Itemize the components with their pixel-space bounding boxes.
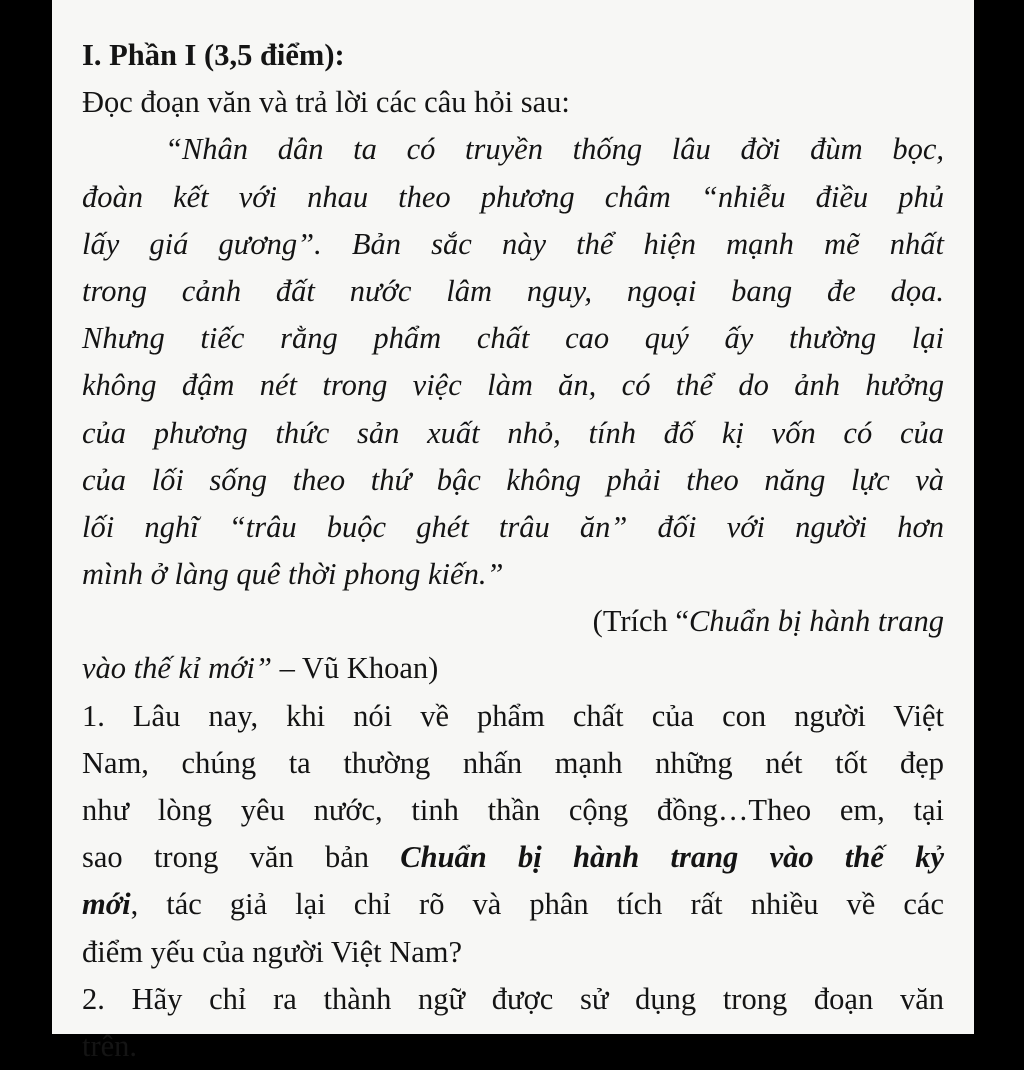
citation-open: (Trích “ <box>592 604 689 639</box>
document-page <box>52 0 974 1063</box>
question-1-line: điểm yếu của người Việt Nam? <box>82 934 463 969</box>
question-1-line: Nam, chúng ta thường nhấn mạnh những nét tốt đẹp <box>82 745 944 780</box>
section-title: I. Phần I (3,5 điểm): <box>82 38 345 72</box>
citation-title-part1: Chuẩn bị hành trang <box>688 604 944 639</box>
question-1-line: như lòng yêu nước, tinh thần cộng đồng…Theo em, tại <box>82 793 944 827</box>
instruction-text: Đọc đoạn văn và trả lời các câu hỏi sau: <box>82 85 570 120</box>
passage-line: không đậm nét trong việc làm ăn, có thể do ảnh hưởng <box>82 368 944 403</box>
passage-line: “Nhân dân ta có truyền thống lâu đời đùm bọc, <box>165 132 944 167</box>
citation-line-2 <box>82 645 944 692</box>
passage-line: mình ở làng quê thời phong kiến.” <box>82 557 504 592</box>
document-content <box>82 32 944 1070</box>
question-2-line: 2. Hãy chỉ ra thành ngữ được sử dụng trong đoạn văn <box>82 981 944 1016</box>
question-2-line: trên. <box>82 1028 138 1063</box>
question-1-line <box>82 881 944 928</box>
question-1-line: 1. Lâu nay, khi nói về phẩm chất của con người Việt <box>82 698 944 733</box>
passage-line: đoàn kết với nhau theo phương châm “nhiễu điều phủ <box>82 179 944 214</box>
citation-line-1 <box>82 598 944 645</box>
citation-author: – Vũ Khoan) <box>271 651 439 686</box>
passage-line: của phương thức sản xuất nhỏ, tính đố kị vốn có của <box>82 415 944 450</box>
passage-line: trong cảnh đất nước lâm nguy, ngoại bang đe dọa. <box>82 273 944 308</box>
passage-line: của lối sống theo thứ bậc không phải theo năng lực và <box>82 462 944 497</box>
question-1-work-title-end: mới <box>82 887 131 922</box>
question-1-prefix: sao trong văn bản <box>82 840 401 875</box>
passage-line: lối nghĩ “trâu buộc ghét trâu ăn” đối với người hơn <box>82 509 944 544</box>
passage-line: lấy giá gương”. Bản sắc này thể hiện mạnh mẽ nhất <box>82 226 944 261</box>
question-1-work-title: Chuẩn bị hành trang vào thế kỷ <box>400 840 944 875</box>
citation-title-part2: vào thế kỉ mới” <box>82 651 272 686</box>
question-1-line <box>82 834 944 881</box>
question-1-rest: , tác giả lại chỉ rõ và phân tích rất nhiều về các <box>130 887 944 922</box>
passage-line: Nhưng tiếc rằng phẩm chất cao quý ấy thường lại <box>82 321 944 356</box>
